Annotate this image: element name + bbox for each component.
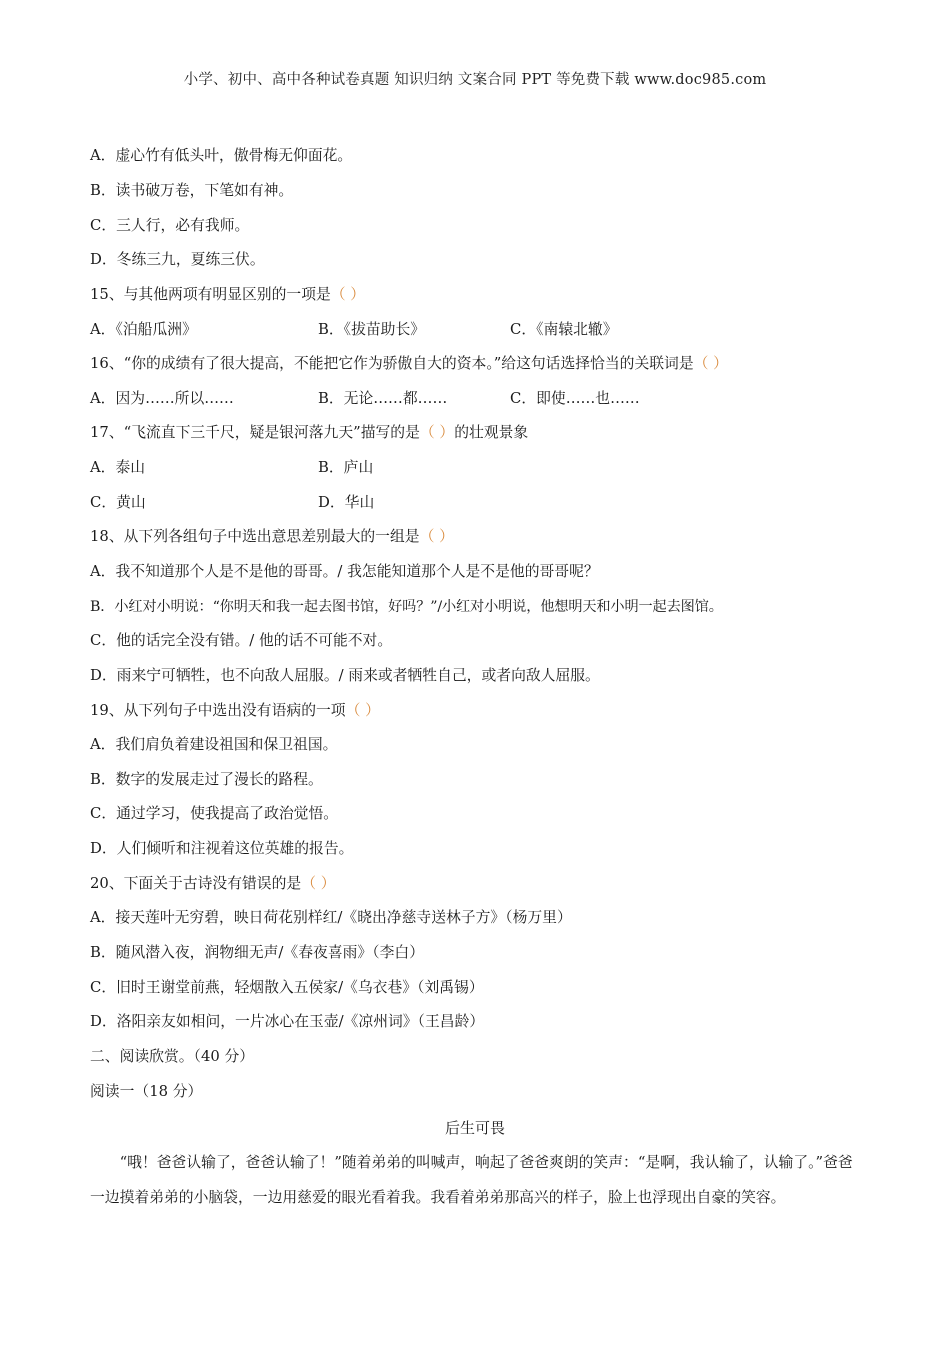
q14-option-c: C．三人行，必有我师。 — [90, 217, 250, 234]
q19-option-a: A．我们肩负着建设祖国和保卫祖国。 — [90, 736, 338, 753]
q14-option-b: B．读书破万卷，下笔如有神。 — [90, 182, 294, 199]
q17-stem-text: 17、“飞流直下三千尺，疑是银河落九天”描写的是 — [90, 424, 420, 441]
q18-answer-bracket: （ ） — [419, 528, 454, 545]
q16-stem-text: 16、“你的成绩有了很大提高，不能把它作为骄傲自大的资本。”给这句话选择恰当的关联词是 — [90, 355, 694, 372]
q16-option-b: B．无论……都…… — [318, 390, 448, 407]
q18-option-a: A．我不知道那个人是不是他的哥哥。/ 我怎能知道那个人是不是他的哥哥呢？ — [90, 563, 599, 580]
q19-option-b: B．数字的发展走过了漫长的路程。 — [90, 771, 323, 788]
passage-paragraph: “哦！爸爸认输了，爸爸认输了！”随着弟弟的叫喊声，响起了爸爸爽朗的笑声：“是啊，我认输了，认输了。”爸爸一边摸着弟弟的小脑袋，一边用慈爱的眼光看着我。我看着弟弟那高兴的样子，脸上也浮现出自豪的笑容。 — [90, 1154, 853, 1206]
q19-answer-bracket: （ ） — [345, 702, 380, 719]
page-header-banner: 小学、初中、高中各种试卷真题 知识归纳 文案合同 PPT 等免费下载 www.doc985.com — [183, 72, 767, 88]
q15-stem-text: 15、与其他两项有明显区别的一项是 — [90, 286, 331, 303]
q19-stem-text: 19、从下列句子中选出没有语病的一项 — [90, 702, 346, 719]
q15-option-a: A．《泊船瓜洲》 — [90, 321, 197, 338]
q17-option-b: B．庐山 — [318, 459, 374, 476]
q14-option-d: D．冬练三九，夏练三伏。 — [90, 251, 265, 268]
q17-stem-suffix: 的壮观景象 — [454, 424, 529, 441]
q19-option-c: C．通过学习，使我提高了政治觉悟。 — [90, 805, 339, 822]
q15-option-c: C．《南辕北辙》 — [510, 321, 618, 338]
q18-option-d: D．雨来宁可牺牲，也不向敌人屈服。/ 雨来或者牺牲自己，或者向敌人屈服。 — [90, 667, 600, 684]
section-2-heading: 二、阅读欣赏。（40 分） — [90, 1048, 255, 1065]
q18-stem — [90, 527, 454, 547]
q16-answer-bracket: （ ） — [693, 355, 728, 372]
q18-option-b: B．小红对小明说：“你明天和我一起去图书馆，好吗？”/小红对小明说，他想明天和小明一起去图馆。 — [90, 599, 723, 615]
q20-stem — [90, 874, 336, 894]
q17-stem — [90, 423, 528, 443]
q16-stem — [90, 354, 728, 374]
q20-option-b: B．随风潜入夜，润物细无声/《春夜喜雨》（李白） — [90, 944, 424, 961]
q15-answer-bracket: （ ） — [330, 286, 366, 303]
q20-answer-bracket: （ ） — [301, 875, 336, 892]
q14-option-a: A．虚心竹有低头叶，傲骨梅无仰面花。 — [90, 147, 353, 164]
q16-option-a: A．因为……所以…… — [90, 390, 234, 407]
q19-stem — [90, 701, 380, 721]
q20-option-c: C．旧时王谢堂前燕，轻烟散入五侯家/《乌衣巷》（刘禹锡） — [90, 979, 484, 996]
q18-option-c: C．他的话完全没有错。/ 他的话不可能不对。 — [90, 632, 393, 649]
q15-stem — [90, 285, 365, 305]
q15-option-b: B．《拔苗助长》 — [318, 321, 426, 338]
q18-stem-text: 18、从下列各组句子中选出意思差别最大的一组是 — [90, 528, 420, 545]
q20-stem-text: 20、下面关于古诗没有错误的是 — [90, 875, 302, 892]
passage-title: 后生可畏 — [444, 1119, 505, 1137]
q17-option-a: A．泰山 — [90, 459, 146, 476]
q17-option-d: D．华山 — [318, 494, 375, 511]
q16-option-c: C．即使……也…… — [510, 390, 640, 407]
q17-option-c: C．黄山 — [90, 494, 146, 511]
q17-answer-bracket: （ ） — [419, 424, 455, 441]
reading-1-heading: 阅读一（18 分） — [90, 1083, 203, 1100]
q19-option-d: D．人们倾听和注视着这位英雄的报告。 — [90, 840, 354, 857]
q20-option-d: D．洛阳亲友如相问，一片冰心在玉壶/《凉州词》（王昌龄） — [90, 1013, 485, 1030]
q20-option-a: A．接天莲叶无穷碧，映日荷花别样红/《晓出净慈寺送林子方》（杨万里） — [90, 909, 572, 926]
